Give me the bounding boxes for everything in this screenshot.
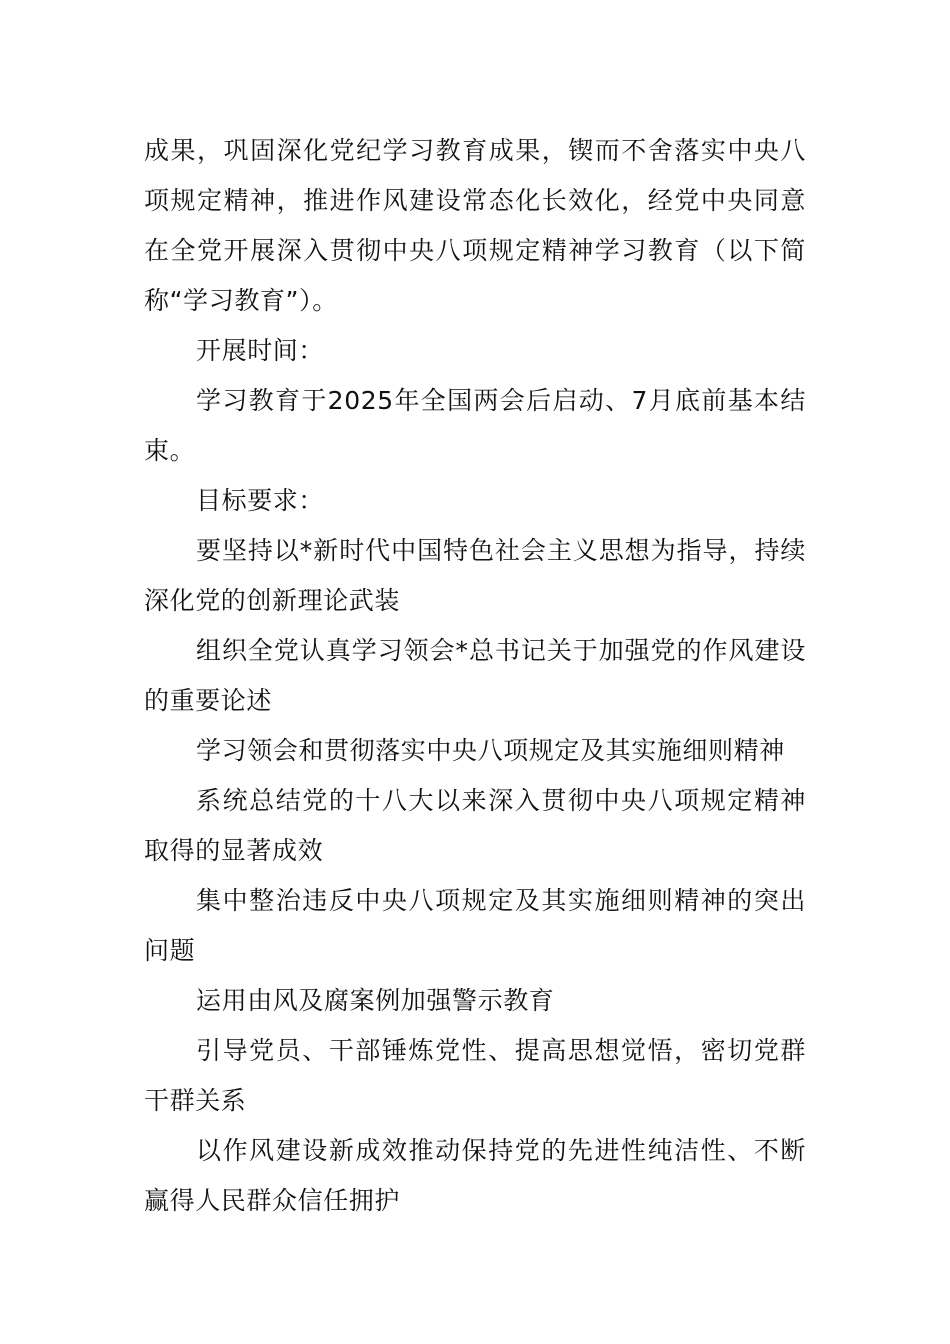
paragraph-goal-8: 以作风建设新成效推动保持党的先进性纯洁性、不断赢得人民群众信任拥护 [144,1136,806,1215]
document-body [144,126,806,1226]
paragraph-time: 学习教育于2025年全国两会后启动、7月底前基本结束。 [144,386,806,465]
paragraph-goals-heading: 目标要求： [196,486,325,515]
paragraph-time-heading: 开展时间： [196,336,325,365]
paragraph-intro: 成果，巩固深化党纪学习教育成果，锲而不舍落实中央八项规定精神，推进作风建设常态化长效化，经党中央同意在全党开展深入贯彻中央八项规定精神学习教育（以下简称“学习教育”）。 [144,136,806,315]
paragraph-goal-1: 要坚持以*新时代中国特色社会主义思想为指导，持续深化党的创新理论武装 [144,536,806,615]
paragraph-goal-3: 学习领会和贯彻落实中央八项规定及其实施细则精神 [196,736,785,765]
paragraph-goal-6: 运用由风及腐案例加强警示教育 [196,986,555,1015]
paragraph-goal-2: 组织全党认真学习领会*总书记关于加强党的作风建设的重要论述 [144,636,806,715]
paragraph-goal-7: 引导党员、干部锤炼党性、提高思想觉悟，密切党群干群关系 [144,1036,806,1115]
paragraph-goal-5: 集中整治违反中央八项规定及其实施细则精神的突出问题 [144,886,806,965]
paragraph-goal-4: 系统总结党的十八大以来深入贯彻中央八项规定精神取得的显著成效 [144,786,806,865]
